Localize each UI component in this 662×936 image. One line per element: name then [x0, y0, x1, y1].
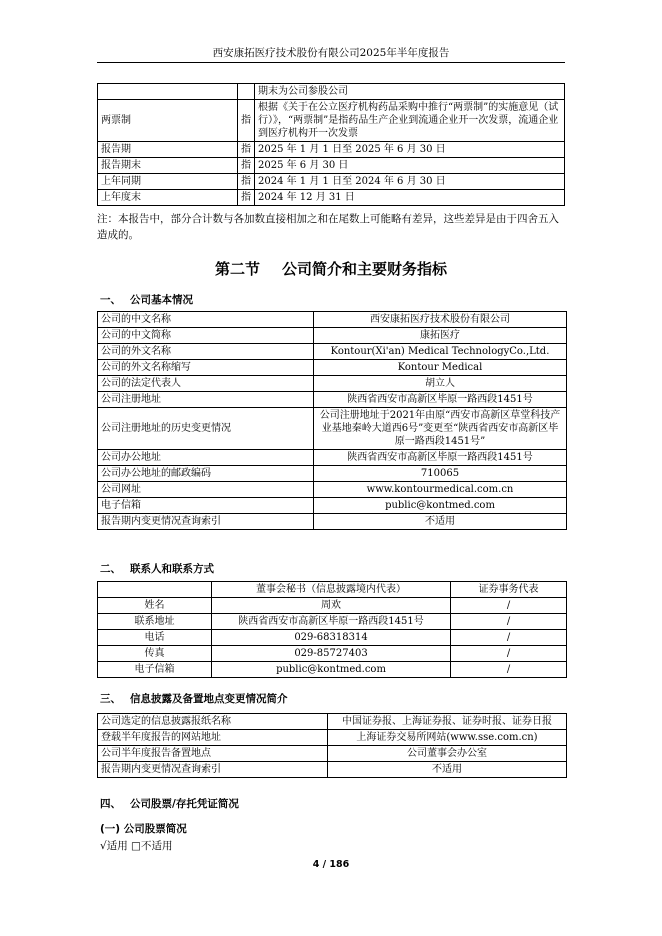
row-key: 公司半年度报告备置地点	[98, 746, 328, 762]
table-row	[98, 408, 567, 450]
row-value: www.kontourmedical.com.cn	[314, 482, 567, 498]
table-row	[98, 598, 567, 614]
def-term	[98, 84, 238, 100]
secretary-value: 029-68318314	[212, 630, 451, 646]
heading-text: 信息披露及备置地点变更情况简介	[130, 693, 288, 705]
table-row	[98, 360, 567, 376]
row-key: 报告期内变更情况查询索引	[98, 762, 328, 778]
applicability-line	[100, 838, 172, 853]
table-row	[98, 376, 567, 392]
rounding-note: 注：本报告中，部分合计数与各加数直接相加之和在尾数上可能略有差异，这些差异是由于四舍五入造成的。	[97, 213, 559, 241]
securities-rep-value: /	[451, 598, 567, 614]
row-value: 胡立人	[314, 376, 567, 392]
row-key: 公司选定的信息披露报纸名称	[98, 714, 328, 730]
not-applicable-box: □不适用	[131, 840, 173, 852]
row-value: 710065	[314, 466, 567, 482]
row-key: 报告期内变更情况查询索引	[98, 514, 314, 530]
def-term: 两票制	[98, 100, 238, 142]
row-value: 陕西省西安市高新区毕原一路西段1451号	[314, 450, 567, 466]
column-header: 证券事务代表	[451, 582, 567, 598]
table-row	[98, 730, 567, 746]
disclosure-table	[97, 713, 567, 778]
table-row	[98, 84, 565, 100]
heading-contacts	[100, 561, 214, 576]
row-key: 姓名	[98, 598, 212, 614]
def-zhi: 指	[238, 158, 255, 174]
def-text: 2024 年 1 月 1 日至 2024 年 6 月 30 日	[255, 174, 565, 190]
def-text: 期末为公司参股公司	[255, 84, 565, 100]
row-key: 公司的外文名称	[98, 344, 314, 360]
row-key: 公司注册地址的历史变更情况	[98, 408, 314, 450]
securities-rep-value: /	[451, 662, 567, 678]
table-row	[98, 158, 565, 174]
row-key: 电子信箱	[98, 498, 314, 514]
row-value: 上海证券交易所网站(www.sse.com.cn)	[328, 730, 567, 746]
row-key: 公司办公地址的邮政编码	[98, 466, 314, 482]
page-number: 4 / 186	[312, 859, 350, 870]
table-row	[98, 450, 567, 466]
table-row	[98, 142, 565, 158]
securities-rep-value: /	[451, 630, 567, 646]
secretary-value: 周欢	[212, 598, 451, 614]
row-key: 电子信箱	[98, 662, 212, 678]
heading-stock-overview	[100, 796, 239, 811]
def-term: 报告期	[98, 142, 238, 158]
section-name: 公司简介和主要财务指标	[282, 260, 448, 278]
row-key: 传真	[98, 646, 212, 662]
column-header: 董事会秘书（信息披露境内代表）	[212, 582, 451, 598]
row-key: 登载半年度报告的网站地址	[98, 730, 328, 746]
secretary-value: 陕西省西安市高新区毕原一路西段1451号	[212, 614, 451, 630]
row-key: 公司办公地址	[98, 450, 314, 466]
definitions-table	[97, 83, 565, 206]
def-text: 2024 年 12 月 31 日	[255, 190, 565, 206]
table-row	[98, 746, 567, 762]
row-value: 不适用	[328, 762, 567, 778]
row-value: 中国证券报、上海证券报、证券时报、证券日报	[328, 714, 567, 730]
def-zhi: 指	[238, 142, 255, 158]
column-header	[98, 582, 212, 598]
table-row	[98, 466, 567, 482]
row-value: 公司注册地址于2021年由原“西安市高新区草堂科技产业基地秦岭大道西6号”变更至“陕西省西安市高新区毕原一路西段1451号”	[314, 408, 567, 450]
heading-text: 公司股票/存托凭证简况	[130, 798, 239, 810]
def-term: 上年度末	[98, 190, 238, 206]
def-text: 2025 年 1 月 1 日至 2025 年 6 月 30 日	[255, 142, 565, 158]
table-row	[98, 190, 565, 206]
heading-text: 公司基本情况	[130, 294, 193, 306]
applicable-checkmark: √适用	[100, 840, 128, 852]
table-header-row	[98, 582, 567, 598]
secretary-value: public@kontmed.com	[212, 662, 451, 678]
report-header-title: 西安康拓医疗技术股份有限公司2025年半年度报告	[212, 47, 450, 59]
header-divider	[97, 62, 565, 63]
contacts-table	[97, 581, 567, 678]
table-row	[98, 646, 567, 662]
def-text: 根据《关于在公立医疗机构药品采购中推行“两票制”的实施意见（试行）》，“两票制”是指药品生产企业到流通企业开一次发票，流通企业到医疗机构开一次发票	[255, 100, 565, 142]
row-value: 西安康拓医疗技术股份有限公司	[314, 312, 567, 328]
section-number: 第二节	[214, 260, 260, 278]
company-basic-table	[97, 311, 567, 530]
table-row	[98, 482, 567, 498]
table-row	[98, 100, 565, 142]
heading-company-basic	[100, 292, 193, 307]
securities-rep-value: /	[451, 614, 567, 630]
row-value: Kontour(Xi'an) Medical TechnologyCo.,Ltd.	[314, 344, 567, 360]
section-title	[0, 258, 662, 279]
row-key: 公司的中文名称	[98, 312, 314, 328]
def-zhi: 指	[238, 174, 255, 190]
def-zhi: 指	[238, 100, 255, 142]
heading-number: 二、	[100, 563, 121, 575]
table-row	[98, 312, 567, 328]
table-row	[98, 174, 565, 190]
table-row	[98, 762, 567, 778]
secretary-value: 029-85727403	[212, 646, 451, 662]
table-row	[98, 614, 567, 630]
row-value: Kontour Medical	[314, 360, 567, 376]
row-key: 公司的外文名称缩写	[98, 360, 314, 376]
table-row	[98, 392, 567, 408]
row-value: public@kontmed.com	[314, 498, 567, 514]
table-row	[98, 630, 567, 646]
table-row	[98, 344, 567, 360]
heading-number: 三、	[100, 693, 121, 705]
table-row	[98, 328, 567, 344]
def-text: 2025 年 6 月 30 日	[255, 158, 565, 174]
row-value: 陕西省西安市高新区毕原一路西段1451号	[314, 392, 567, 408]
def-zhi: 指	[238, 190, 255, 206]
row-key: 公司注册地址	[98, 392, 314, 408]
table-row	[98, 662, 567, 678]
heading-number: 一、	[100, 294, 121, 306]
def-term: 报告期末	[98, 158, 238, 174]
row-key: 公司的法定代表人	[98, 376, 314, 392]
table-row	[98, 498, 567, 514]
heading-number: 四、	[100, 798, 121, 810]
table-row	[98, 514, 567, 530]
row-key: 联系地址	[98, 614, 212, 630]
row-key: 电话	[98, 630, 212, 646]
table-row	[98, 714, 567, 730]
def-zhi	[238, 84, 255, 100]
row-value: 不适用	[314, 514, 567, 530]
subheading-stock: (一) 公司股票简况	[100, 823, 187, 835]
row-value: 康拓医疗	[314, 328, 567, 344]
row-key: 公司网址	[98, 482, 314, 498]
row-value: 公司董事会办公室	[328, 746, 567, 762]
def-term: 上年同期	[98, 174, 238, 190]
heading-disclosure	[100, 691, 288, 706]
heading-text: 联系人和联系方式	[130, 563, 214, 575]
securities-rep-value: /	[451, 646, 567, 662]
row-key: 公司的中文简称	[98, 328, 314, 344]
